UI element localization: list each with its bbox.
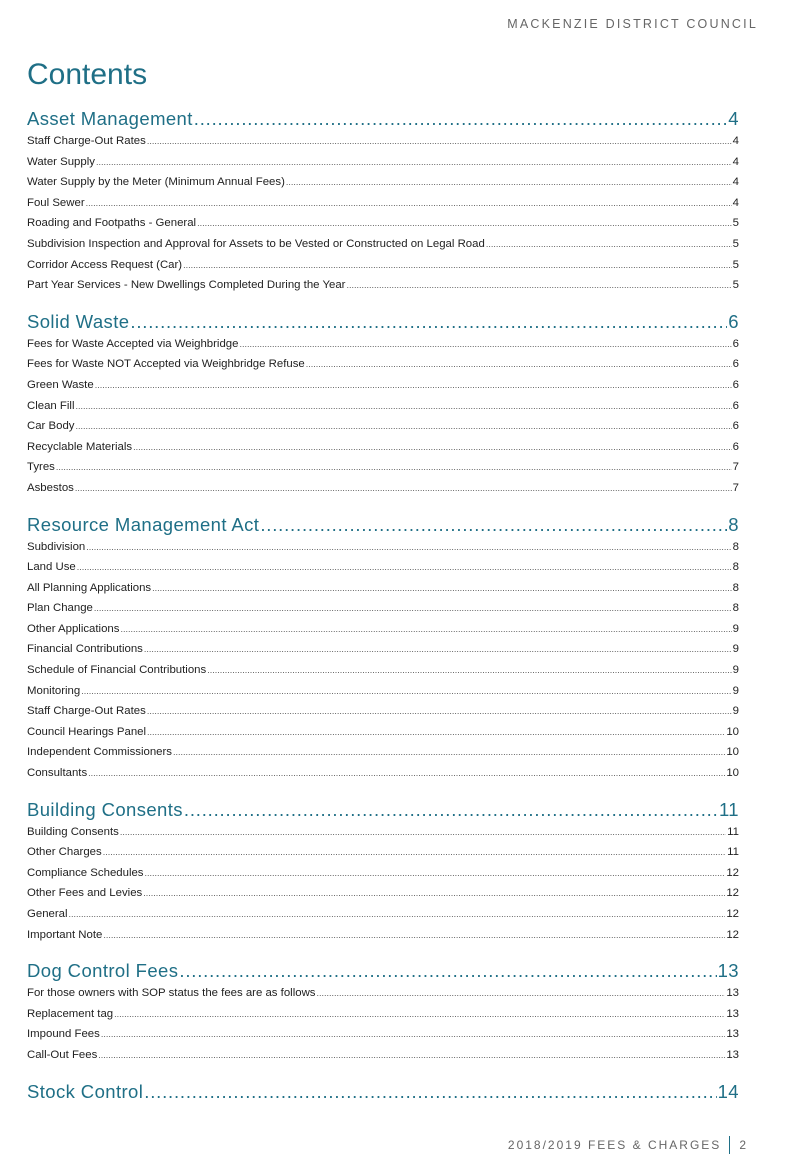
toc-entry[interactable] <box>27 867 739 888</box>
toc-entry-label: Schedule of Financial Contributions <box>27 664 207 677</box>
toc-entry-page: 4 <box>732 135 739 147</box>
toc-section <box>27 311 739 503</box>
toc-entry-page: 12 <box>726 887 739 900</box>
toc-entry-label: Building Consents <box>27 825 119 838</box>
toc-entry[interactable] <box>27 176 739 197</box>
toc-section <box>27 1081 739 1107</box>
toc-entry-label: Compliance Schedules <box>27 866 144 879</box>
toc-entry-page: 5 <box>732 217 739 230</box>
dot-leader <box>286 177 732 187</box>
toc-entry-label: Staff Charge-Out Rates <box>27 135 146 147</box>
toc-section <box>27 108 739 300</box>
toc-entry[interactable] <box>27 156 739 177</box>
toc-entry-label: Other Applications <box>27 622 120 635</box>
toc-entry-page: 12 <box>726 928 739 941</box>
dot-leader <box>184 799 718 821</box>
toc-entry-page: 10 <box>726 725 739 738</box>
dot-leader <box>103 930 725 940</box>
toc-entry-page: 13 <box>726 1028 739 1041</box>
toc-entry[interactable] <box>27 726 739 747</box>
toc-entry-label: Part Year Services - New Dwellings Completed During the Year <box>27 279 346 292</box>
toc-entry-label: Foul Sewer <box>27 196 85 209</box>
dot-leader <box>143 888 725 898</box>
toc-entry[interactable] <box>27 664 739 685</box>
dot-leader <box>179 960 716 982</box>
toc-section-heading[interactable] <box>27 960 739 986</box>
toc-section-heading[interactable] <box>27 799 739 825</box>
dot-leader <box>88 768 725 778</box>
toc-entry-page: 13 <box>726 987 739 1000</box>
toc-entry[interactable] <box>27 602 739 623</box>
page-footer <box>508 1136 748 1154</box>
toc-entry-label: Staff Charge-Out Rates <box>27 705 146 718</box>
dot-leader <box>144 644 732 654</box>
toc-entry-page: 7 <box>732 481 739 494</box>
toc-section <box>27 799 739 950</box>
dot-leader <box>56 462 732 472</box>
toc-entry-page: 8 <box>732 561 739 574</box>
toc-section-heading[interactable] <box>27 1081 739 1107</box>
footer-text: 2018/2019 FEES & CHARGES <box>507 1138 722 1152</box>
toc-entry[interactable] <box>27 379 739 400</box>
toc-entry-label: Council Hearings Panel <box>27 725 147 738</box>
toc-entry-page: 6 <box>732 420 739 433</box>
toc-entry[interactable] <box>27 767 739 788</box>
dot-leader <box>197 218 732 228</box>
toc-entry[interactable] <box>27 643 739 664</box>
dot-leader <box>95 380 732 390</box>
toc-entry-page: 6 <box>732 399 739 412</box>
toc-entry-label: Land Use <box>27 561 76 574</box>
toc-entry-label: Green Waste <box>27 378 94 391</box>
dot-leader <box>346 280 731 290</box>
toc-entry[interactable] <box>27 846 739 867</box>
footer-divider <box>729 1136 730 1154</box>
toc-entry[interactable] <box>27 623 739 644</box>
dot-leader <box>260 514 727 536</box>
dot-leader <box>152 583 732 593</box>
toc-entry[interactable] <box>27 135 739 156</box>
dot-leader <box>120 624 731 634</box>
toc-entry-label: Water Supply by the Meter (Minimum Annual Fees) <box>27 176 285 189</box>
toc-entry[interactable] <box>27 826 739 847</box>
dot-leader <box>77 562 732 572</box>
toc-entry-label: Plan Change <box>27 602 93 615</box>
dot-leader <box>86 198 732 208</box>
dot-leader <box>103 847 726 857</box>
toc-section-title: Asset Management <box>27 108 193 129</box>
dot-leader <box>317 988 726 998</box>
toc-entry-page: 9 <box>732 643 739 656</box>
toc-entry-label: For those owners with SOP status the fees are as follows <box>27 987 316 1000</box>
dot-leader <box>96 157 732 167</box>
toc-entry-label: Other Fees and Levies <box>27 887 143 900</box>
dot-leader <box>94 603 732 613</box>
toc-entry-page: 6 <box>732 440 739 453</box>
toc-section-heading[interactable] <box>27 514 739 540</box>
dot-leader <box>486 239 732 249</box>
dot-leader <box>145 868 726 878</box>
toc-section-heading[interactable] <box>27 311 739 337</box>
toc-entry[interactable] <box>27 400 739 421</box>
toc-section-page: 11 <box>718 798 739 820</box>
toc-entry-page: 7 <box>732 461 739 474</box>
toc-entry[interactable] <box>27 685 739 706</box>
toc-entry-label: Consultants <box>27 767 88 780</box>
toc-entry[interactable] <box>27 705 739 726</box>
toc-entry-label: Impound Fees <box>27 1028 100 1041</box>
toc-entry-label: Fees for Waste Accepted via Weighbridge <box>27 337 239 350</box>
toc-entry-page: 6 <box>732 378 739 391</box>
toc-entry-page: 4 <box>732 196 739 209</box>
toc-section-title: Dog Control Fees <box>27 960 179 982</box>
toc-entry[interactable] <box>27 887 739 908</box>
table-of-contents <box>27 108 739 1118</box>
dot-leader <box>194 108 728 130</box>
toc-entry-page: 4 <box>732 176 739 189</box>
toc-entry[interactable] <box>27 541 739 562</box>
toc-section-title: Stock Control <box>27 1080 144 1102</box>
dot-leader <box>144 1081 716 1103</box>
toc-entry-page: 13 <box>726 1048 739 1061</box>
toc-section-page: 13 <box>717 960 739 982</box>
dot-leader <box>75 483 732 493</box>
page-number: 2 <box>739 1138 748 1152</box>
toc-entry-label: Call-Out Fees <box>27 1048 98 1061</box>
dot-leader <box>130 311 727 333</box>
dot-leader <box>147 706 732 716</box>
dot-leader <box>133 442 732 452</box>
dot-leader <box>306 359 732 369</box>
dot-leader <box>86 542 731 552</box>
toc-entry-label: Financial Contributions <box>27 643 143 656</box>
toc-section-title: Building Consents <box>27 798 183 820</box>
dot-leader <box>183 260 732 270</box>
toc-entry[interactable] <box>27 238 739 259</box>
toc-section-page: 4 <box>728 108 739 129</box>
toc-entry[interactable] <box>27 561 739 582</box>
toc-section <box>27 514 739 788</box>
toc-entry-label: Roading and Footpaths - General <box>27 217 197 230</box>
toc-entry-label: Other Charges <box>27 846 102 859</box>
dot-leader <box>69 909 726 919</box>
toc-entry-label: Recyclable Materials <box>27 440 133 453</box>
toc-entry-page: 10 <box>726 767 739 780</box>
toc-entry-page: 8 <box>732 581 739 594</box>
toc-entry-page: 5 <box>732 258 739 271</box>
toc-section-title: Resource Management Act <box>27 513 260 535</box>
toc-entry[interactable] <box>27 482 739 503</box>
toc-entry-label: Tyres <box>27 461 55 474</box>
toc-entry-page: 11 <box>727 825 739 838</box>
toc-section-page: 6 <box>728 310 739 332</box>
toc-section <box>27 960 739 1069</box>
dot-leader <box>147 727 725 737</box>
toc-entry-page: 9 <box>732 664 739 677</box>
toc-entry[interactable] <box>27 259 739 280</box>
toc-entry-label: Car Body <box>27 420 75 433</box>
toc-entry[interactable] <box>27 746 739 767</box>
toc-entry-label: Subdivision <box>27 540 86 553</box>
toc-entry[interactable] <box>27 908 739 929</box>
toc-entry[interactable] <box>27 582 739 603</box>
dot-leader <box>120 827 726 837</box>
toc-entry-label: Independent Commissioners <box>27 746 172 759</box>
toc-entry[interactable] <box>27 987 739 1008</box>
toc-entry-label: Replacement tag <box>27 1007 114 1020</box>
dot-leader <box>147 136 732 146</box>
toc-entry[interactable] <box>27 441 739 462</box>
toc-section-page: 8 <box>728 513 739 535</box>
toc-entry-label: Water Supply <box>27 155 95 168</box>
toc-entry-page: 9 <box>732 705 739 718</box>
toc-section-heading[interactable] <box>27 108 739 134</box>
toc-entry[interactable] <box>27 217 739 238</box>
toc-entry[interactable] <box>27 1008 739 1029</box>
toc-section-page: 14 <box>717 1080 739 1102</box>
toc-entry-page: 6 <box>732 337 739 350</box>
toc-entry-page: 8 <box>732 540 739 553</box>
toc-entry-label: Important Note <box>27 928 103 941</box>
page-title: Contents <box>27 58 148 91</box>
dot-leader <box>81 686 731 696</box>
page-header: MACKENZIE DISTRICT COUNCIL <box>507 17 758 31</box>
toc-entry-label: Fees for Waste NOT Accepted via Weighbridge Refuse <box>27 358 305 371</box>
toc-entry-label: All Planning Applications <box>27 581 152 594</box>
toc-entry[interactable] <box>27 1028 739 1049</box>
dot-leader <box>75 401 731 411</box>
toc-entry-label: Corridor Access Request (Car) <box>27 258 183 271</box>
toc-entry-label: General <box>27 908 68 920</box>
toc-entry-page: 8 <box>732 602 739 615</box>
dot-leader <box>239 339 731 349</box>
toc-entry[interactable] <box>27 929 739 950</box>
toc-entry[interactable] <box>27 358 739 379</box>
toc-entry-page: 5 <box>732 279 739 292</box>
toc-entry-label: Asbestos <box>27 481 74 494</box>
toc-entry[interactable] <box>27 420 739 441</box>
dot-leader <box>207 665 731 675</box>
toc-entry-label: Monitoring <box>27 684 81 697</box>
toc-entry-page: 11 <box>727 846 739 859</box>
toc-entry-page: 9 <box>732 684 739 697</box>
dot-leader <box>173 747 725 757</box>
toc-entry-label: Clean Fill <box>27 399 75 412</box>
toc-entry-page: 10 <box>726 746 739 759</box>
dot-leader <box>114 1009 725 1019</box>
toc-entry[interactable] <box>27 461 739 482</box>
toc-entry[interactable] <box>27 338 739 359</box>
toc-entry-page: 5 <box>732 237 739 250</box>
toc-section-title: Solid Waste <box>27 310 130 332</box>
dot-leader <box>98 1050 725 1060</box>
dot-leader <box>101 1029 726 1039</box>
toc-entry-page: 4 <box>732 155 739 168</box>
toc-entry-page: 12 <box>726 866 739 879</box>
toc-entry-page: 13 <box>726 1007 739 1020</box>
toc-entry[interactable] <box>27 279 739 300</box>
toc-entry-label: Subdivision Inspection and Approval for Assets to be Vested or Constructed on Legal Road <box>27 237 485 250</box>
toc-entry-page: 12 <box>726 908 739 920</box>
toc-entry-page: 9 <box>732 622 739 635</box>
dot-leader <box>75 421 731 431</box>
toc-entry[interactable] <box>27 197 739 218</box>
toc-entry-page: 6 <box>732 358 739 371</box>
toc-entry[interactable] <box>27 1049 739 1070</box>
